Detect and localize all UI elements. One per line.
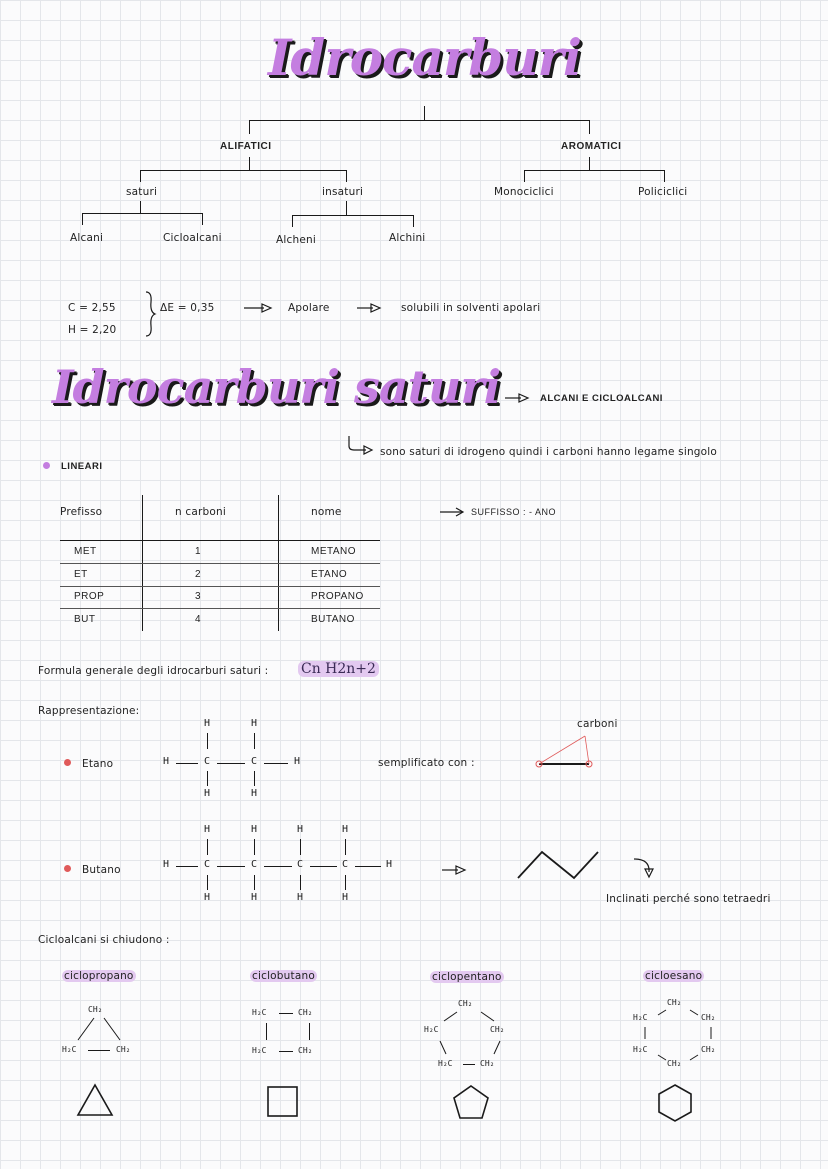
aromatici-label: AROMATICI: [561, 141, 622, 152]
etano-label: Etano: [82, 758, 114, 770]
arrow-right-icon: [442, 865, 472, 875]
table-cell: BUTANO: [311, 614, 355, 625]
electronegativity-h: H = 2,20: [68, 324, 117, 336]
formula-value: Cn H2n+2: [298, 661, 379, 677]
bullet-icon: [64, 759, 71, 766]
main-title: Idrocarburi: [268, 28, 581, 87]
table-cell: 4: [195, 614, 202, 625]
policiclici-label: Policiclici: [638, 186, 688, 198]
table-cell: PROPANO: [311, 591, 364, 602]
table-cell: 2: [195, 569, 202, 580]
rappresentazione-label: Rappresentazione:: [38, 705, 140, 717]
alcani-cicloalcani-label: ALCANI E CICLOALCANI: [540, 393, 663, 404]
hexagon-icon: [656, 1083, 694, 1123]
arrow-right-icon: [505, 393, 535, 403]
saturi-label: saturi: [126, 186, 158, 198]
inclinati-label: Inclinati perché sono tetraedri: [606, 893, 771, 905]
arrow-right-icon: [440, 507, 466, 517]
formula-label: Formula generale degli idrocarburi saturi :: [38, 665, 269, 677]
table-cell: 3: [195, 591, 202, 602]
table-cell: PROP: [74, 591, 105, 602]
table-cell: BUT: [74, 614, 96, 625]
curved-arrow-icon: [346, 436, 374, 454]
insaturi-label: insaturi: [322, 186, 364, 198]
saturi-note: sono saturi di idrogeno quindi i carboni hanno legame singolo: [380, 446, 718, 458]
table-cell: ETANO: [311, 569, 348, 580]
zigzag-butane-icon: [516, 848, 602, 884]
ciclopropano-label: ciclopropano: [64, 970, 134, 982]
solubili-label: solubili in solventi apolari: [401, 302, 541, 314]
semplificato-label: semplificato con :: [378, 757, 475, 769]
bullet-icon: [43, 462, 50, 469]
simplified-ethane-icon: [530, 730, 610, 775]
butano-label: Butano: [82, 864, 121, 876]
cicloalcani-chiudono-label: Cicloalcani si chiudono :: [38, 934, 170, 946]
saturi-title: Idrocarburi saturi: [52, 360, 501, 414]
alifatici-label: ALIFATICI: [220, 141, 272, 152]
table-header: Prefisso: [60, 506, 103, 518]
suffisso-label: SUFFISSO : - ANO: [471, 507, 557, 517]
brace-icon: [143, 290, 157, 338]
lineari-label: LINEARI: [61, 461, 103, 472]
alcani-label: Alcani: [70, 232, 104, 244]
table-cell: ET: [74, 569, 88, 580]
cicloesano-label: cicloesano: [645, 970, 703, 982]
bullet-icon: [64, 865, 71, 872]
alcheni-label: Alcheni: [276, 234, 316, 246]
delta-e: ΔE = 0,35: [160, 302, 215, 314]
monociclici-label: Monociclici: [494, 186, 554, 198]
arrow-right-icon: [357, 303, 387, 313]
table-header: nome: [311, 506, 342, 518]
table-cell: METANO: [311, 546, 357, 557]
electronegativity-c: C = 2,55: [68, 302, 116, 314]
triangle-icon: [75, 1083, 115, 1119]
carboni-label: carboni: [577, 718, 618, 730]
table-header: n carboni: [175, 506, 226, 518]
apolare-label: Apolare: [288, 302, 330, 314]
table-cell: 1: [195, 546, 202, 557]
table-cell: MET: [74, 546, 97, 557]
pentagon-icon: [451, 1084, 491, 1122]
cicloalcani-label: Cicloalcani: [163, 232, 222, 244]
alchini-label: Alchini: [389, 232, 426, 244]
ciclobutano-label: ciclobutano: [252, 970, 315, 982]
curved-arrow-down-icon: [632, 856, 658, 880]
square-icon: [266, 1085, 300, 1119]
ciclopentano-label: ciclopentano: [432, 971, 502, 983]
arrow-right-icon: [244, 303, 274, 313]
